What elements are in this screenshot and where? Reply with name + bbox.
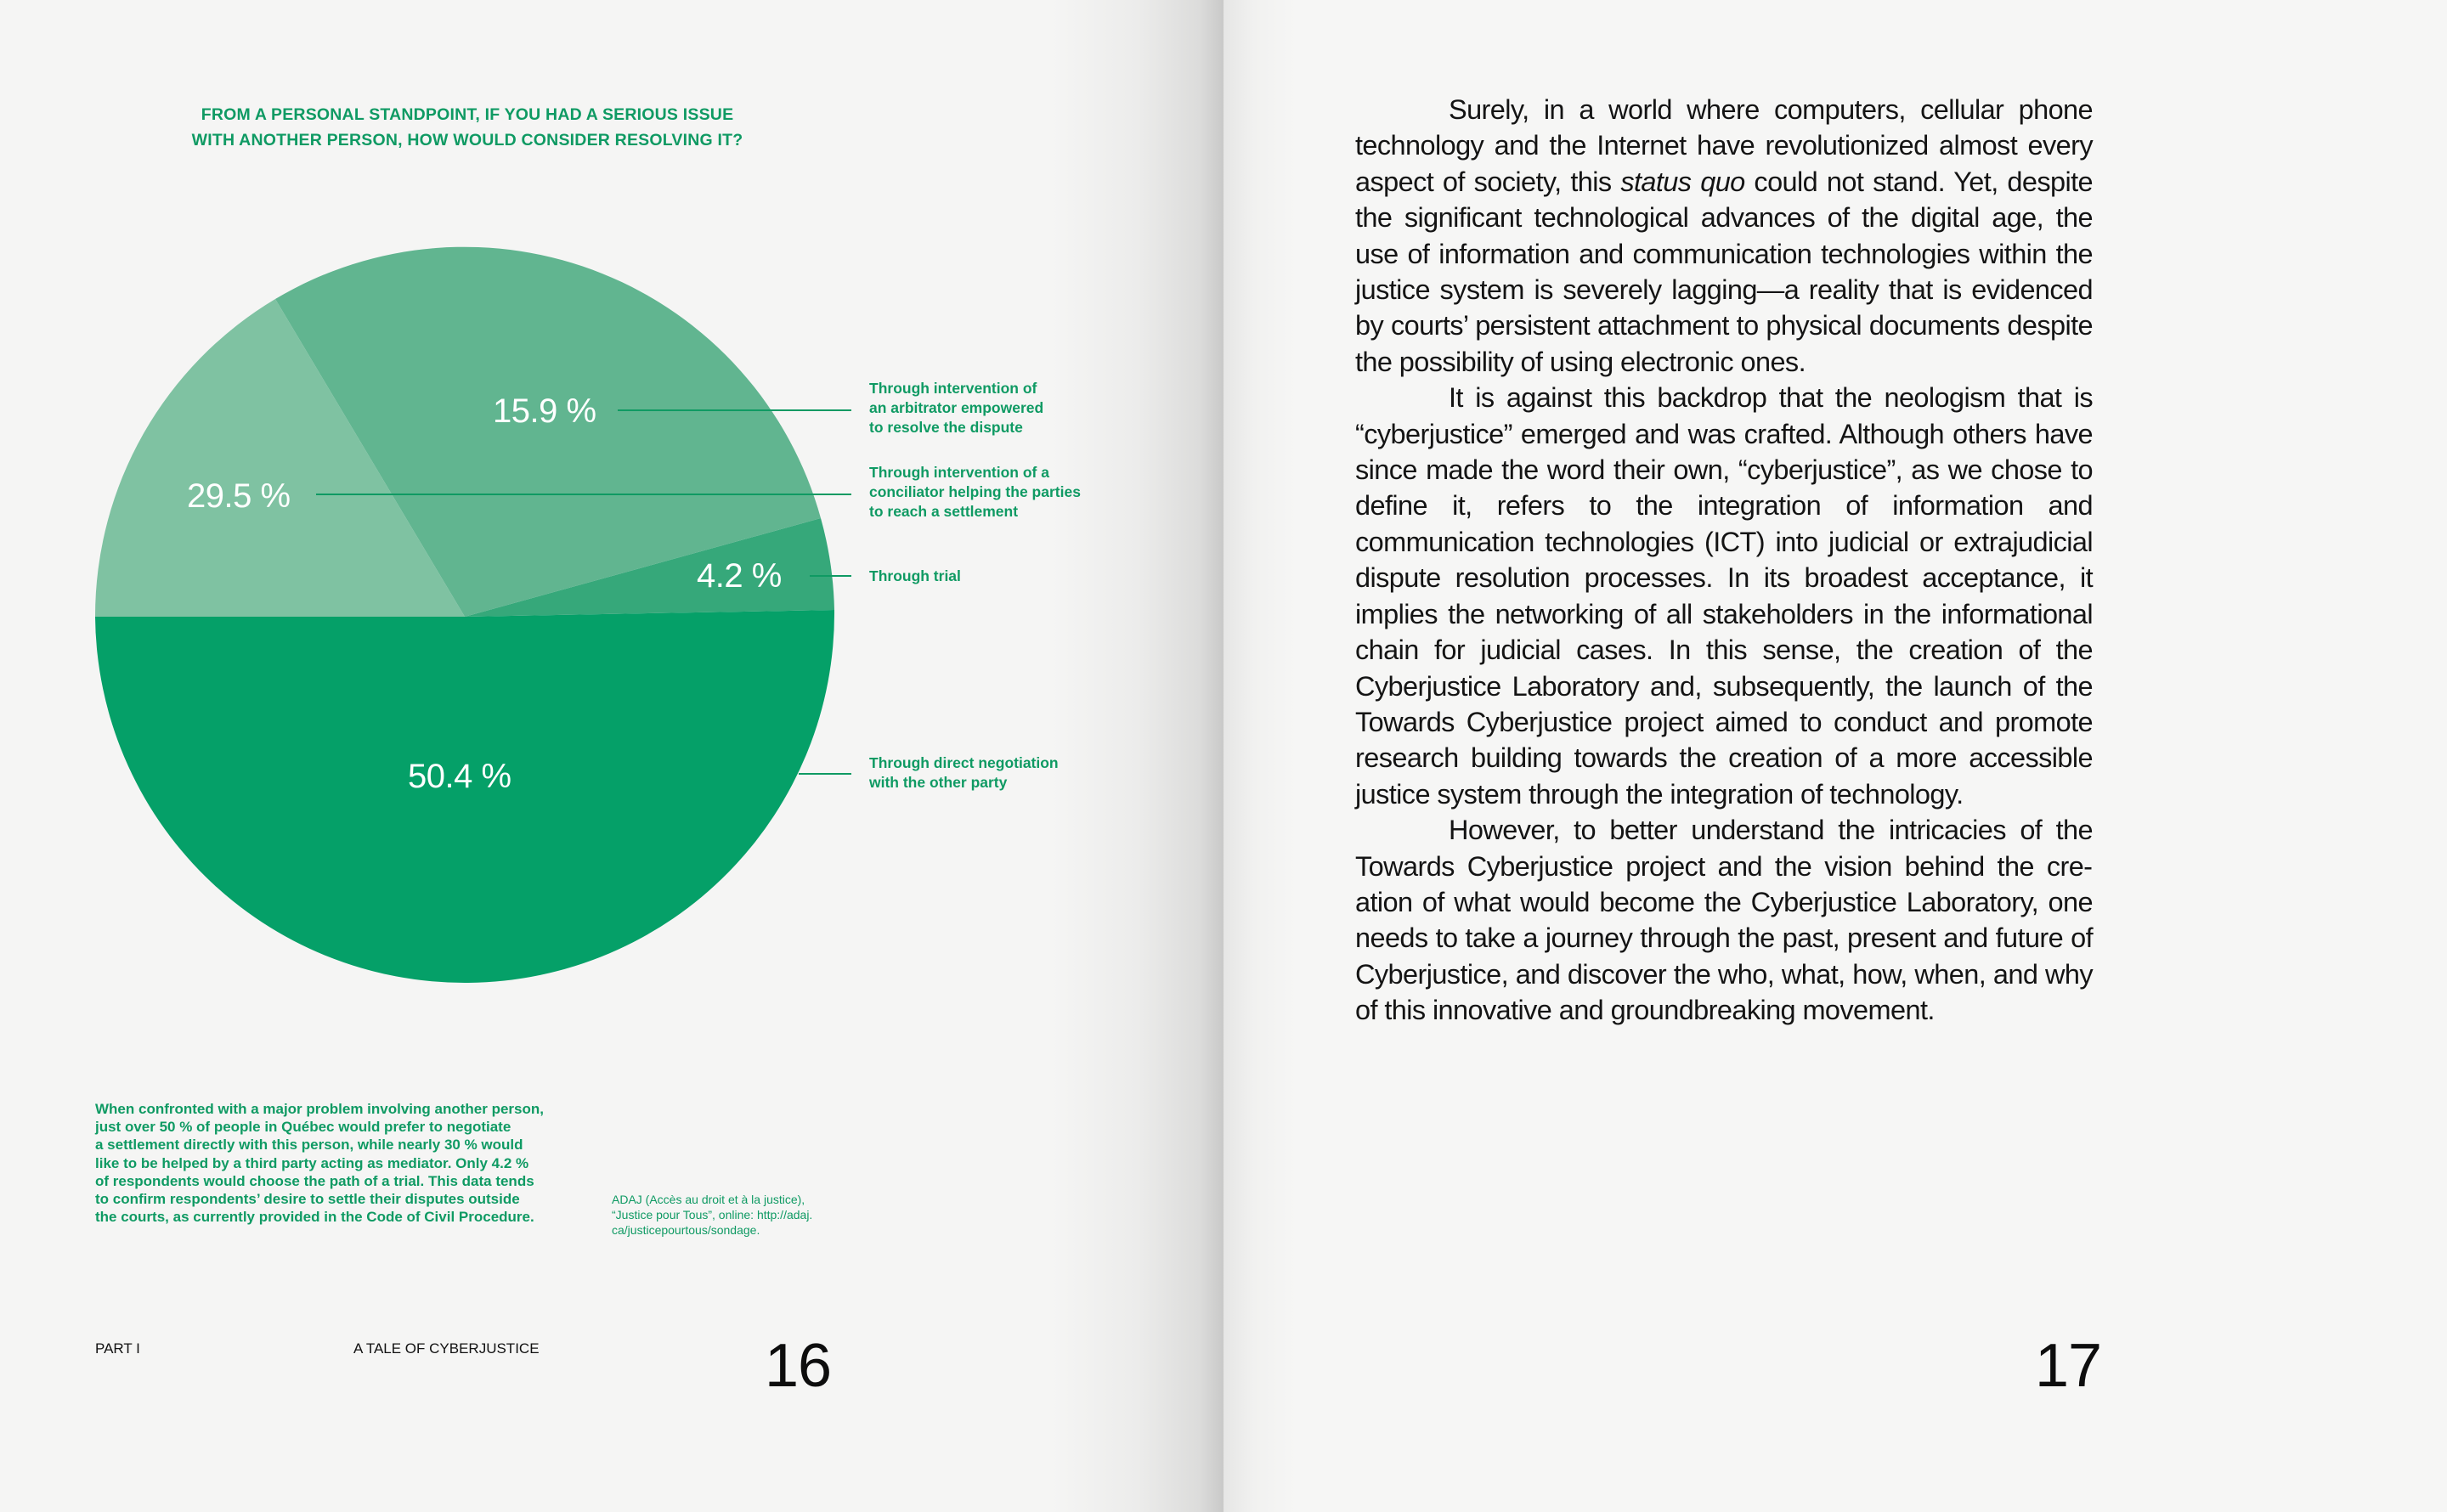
chart-title-line-2: WITH ANOTHER PERSON, HOW WOULD CONSIDER RESOLVING IT? xyxy=(191,131,743,150)
legend-text: Through trial xyxy=(869,567,961,584)
caption-line: the courts, as currently provided in the Code of Civil Procedure. xyxy=(95,1209,534,1226)
footer-part: PART I xyxy=(95,1340,140,1357)
body-text xyxy=(1355,92,2093,1029)
legend-text: an arbitrator empowered xyxy=(869,399,1044,416)
slice-label-right-small: 4.2 % xyxy=(697,557,782,595)
caption-line: like to be helped by a third party acting as mediator. Only 4.2 % xyxy=(95,1154,529,1171)
legend-text: Through intervention of a xyxy=(869,464,1049,481)
legend-item-arbitrator xyxy=(869,379,1124,437)
legend-text: to reach a settlement xyxy=(869,503,1019,520)
source-line: “Justice pour Tous”, online: http://adaj. xyxy=(612,1208,813,1221)
legend-text: to resolve the dispute xyxy=(869,419,1023,436)
pie-slice-direct-negotiation xyxy=(95,610,834,983)
paragraph-text: could not stand. Yet, despite the significant technological advances of the digital age, the use of information and communication technologies within the justice system is severely lagging—a reality that is evidenced by courts’ persistent attachment to physical documents despite the possibility of using electronic ones. xyxy=(1355,166,2094,377)
legend-item-direct-negotiation xyxy=(869,753,1124,793)
footer-book-title: A TALE OF CYBERJUSTICE xyxy=(353,1340,540,1357)
page-number-right: 17 xyxy=(2035,1332,2102,1400)
slice-label-bottom: 50.4 % xyxy=(408,758,511,795)
legend-text: conciliator helping the parties xyxy=(869,483,1081,500)
chart-caption xyxy=(95,1100,571,1226)
legend-item-trial xyxy=(869,567,1124,586)
caption-line: to confirm respondents’ desire to settle their disputes outside xyxy=(95,1191,520,1208)
source-line: ca/justicepourtous/sondage. xyxy=(612,1223,760,1237)
italic-phrase: status quo xyxy=(1620,166,1745,197)
caption-line: a settlement directly with this person, while nearly 30 % would xyxy=(95,1137,523,1154)
paragraph-1 xyxy=(1355,92,2093,380)
legend-text: Through intervention of xyxy=(869,380,1037,397)
caption-line: just over 50 % of people in Québec would prefer to negotiate xyxy=(95,1119,511,1136)
source-note xyxy=(612,1192,850,1238)
paragraph-text: Surely, in a world where computers, cellular phone technology and the Internet have revolutionized almost every aspect of society, this xyxy=(1355,94,2093,197)
slice-label-left: 29.5 % xyxy=(187,477,291,515)
legend-text: with the other party xyxy=(869,774,1008,791)
source-line: ADAJ (Accès au droit et à la justice), xyxy=(612,1193,805,1206)
page-number-left: 16 xyxy=(765,1332,832,1400)
caption-line: When confronted with a major problem involving another person, xyxy=(95,1101,544,1117)
slice-label-top: 15.9 % xyxy=(493,392,596,430)
legend-text: Through direct negotiation xyxy=(869,754,1059,771)
chart-title-line-1: FROM A PERSONAL STANDPOINT, IF YOU HAD A SERIOUS ISSUE xyxy=(201,105,734,124)
paragraph-3: However, to better understand the intricacies of the Towards Cyberjustice project and the vision behind the creation of what would become the Cyberjustice Laboratory, one needs to take a journey through the past, present and future of Cyberjustice, and discover the who, what, how, when, and why of this innovative and groundbreaking movement. xyxy=(1355,815,2093,1026)
caption-line: of respondents would choose the path of a trial. This data tends xyxy=(95,1172,534,1189)
paragraph-2: It is against this backdrop that the neologism that is “cyberjustice” emerged and was crafted. Although others have since made the word their own, “cyberjustice”, as we chose to define it, refers to the integration of information and communication technologies (ICT) into judicial or extrajudicial dispute resolution processes. In its broadest acceptance, it implies the networking of all stakeholders in the informational chain for judicial cases. In this sense, the creation of the Cyberjustice Laboratory and, subsequently, the launch of the Towards Cyberjustice project aimed to conduct and promote research building towards the creation of a more accessible justice system through the integration of technology. xyxy=(1355,382,2093,810)
legend-item-conciliator xyxy=(869,463,1124,522)
